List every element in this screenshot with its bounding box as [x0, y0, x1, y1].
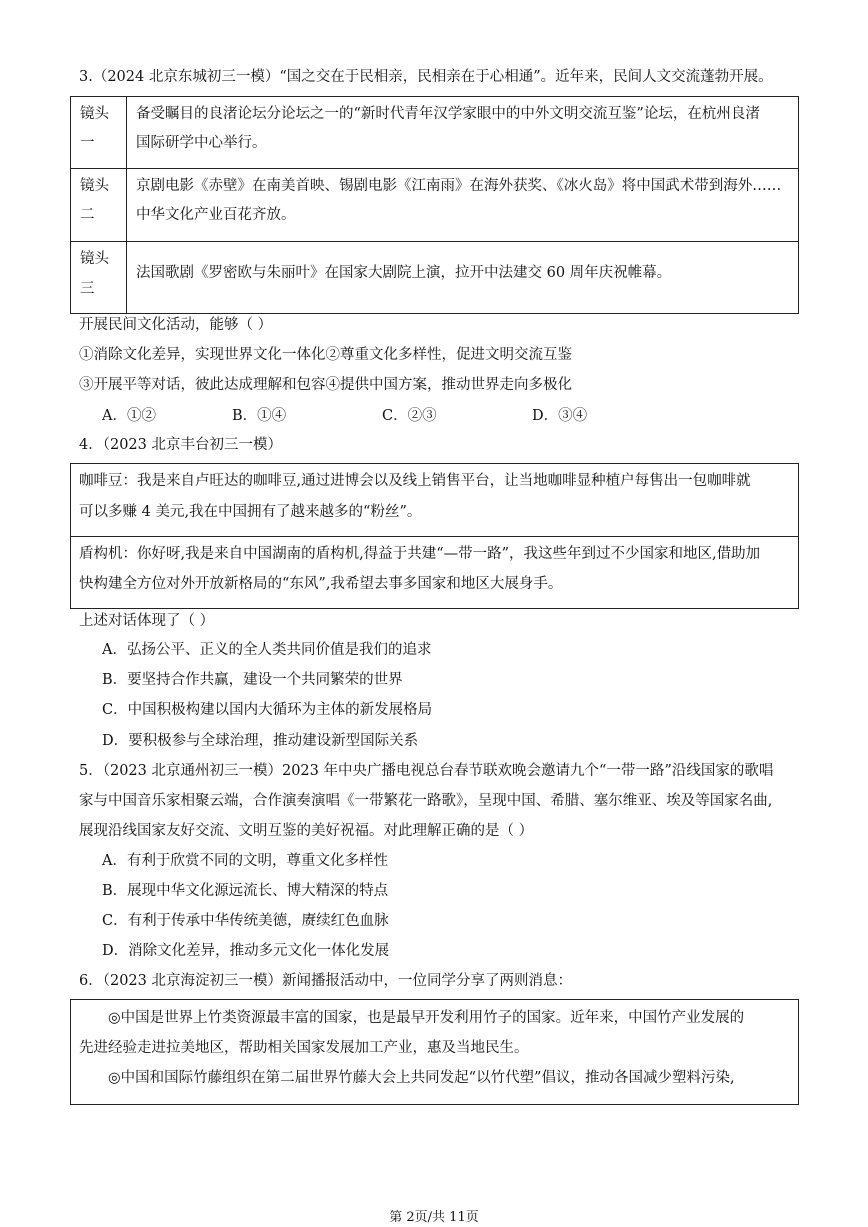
q3-question: 开展民间文化活动，能够（ ） [79, 317, 273, 333]
q3-row3-label: 三 [80, 281, 95, 297]
q4-stem: 4．（2023 北京丰台初三一模） [79, 437, 282, 453]
q3-row1-label: 一 [80, 135, 95, 151]
q3-row2-text: 中华文化产业百花齐放。 [136, 207, 296, 223]
q4-option-d[interactable]: D．要积极参与全球治理，推动建设新型国际关系 [102, 733, 419, 749]
q3-row2-label: 镜头 [80, 178, 109, 194]
q5-stem: 展现沿线国家友好交流、文明互鉴的美好祝福。对此理解正确的是（ ） [79, 823, 534, 839]
q4-question: 上述对话体现了（ ） [79, 613, 215, 629]
q6-news-line: ◎中国和国际竹藤组织在第二届世界竹藤大会上共同发起“以竹代塑”倡议，推动各国减少塑料污染, [108, 1070, 735, 1086]
q3-row3-text: 法国歌剧《罗密欧与朱丽叶》在国家大剧院上演，拉开中法建交 60 周年庆祝帷幕。 [136, 265, 672, 281]
q3-stem: 3.（2024 北京东城初三一模）“国之交在于民相亲，民相亲在于心相通”。近年来，民间人文交流蓬勃开展。 [79, 69, 773, 85]
q5-option-a[interactable]: A．有利于欣赏不同的文明，尊重文化多样性 [102, 853, 388, 869]
q3-row1-text: 备受瞩目的良渚论坛分论坛之一的“新时代青年汉学家眼中的中外文明交流互鉴”论坛，在杭州良渚 [136, 106, 760, 122]
q6-stem: 6．（2023 北京海淀初三一模）新闻播报活动中，一位同学分享了两则消息： [79, 973, 572, 989]
q4-dialogue-line: 快构建全方位对外开放新格局的“东风”,我希望去事多国家和地区大展身手。 [79, 576, 563, 592]
q3-option-c[interactable]: C．②③ [382, 408, 437, 424]
q4-dialogue-line: 可以多赚 4 美元,我在中国拥有了越来越多的“粉丝”。 [79, 504, 422, 520]
q3-row2-text: 京剧电影《赤壁》在南美首映、锡剧电影《江南雨》在海外获奖、《冰火岛》将中国武术带到海外…… [136, 178, 782, 194]
q3-statement: ③开展平等对话，彼此达成理解和包容④提供中国方案，推动世界走向多极化 [79, 377, 572, 393]
q3-row1-text: 国际研学中心举行。 [136, 135, 267, 151]
q3-row3-label: 镜头 [80, 251, 109, 267]
page-number: 第 2页/共 11页 [389, 1210, 479, 1225]
q3-row1-label: 镜头 [80, 106, 109, 122]
q4-option-a[interactable]: A．弘扬公平、正义的全人类共同价值是我们的追求 [102, 642, 432, 658]
q5-option-d[interactable]: D．消除文化差异，推动多元文化一体化发展 [102, 943, 390, 959]
q3-table-divider [126, 96, 127, 314]
q4-dialogue-line: 盾构机：你好呀,我是来自中国湖南的盾构机,得益于共建“—带一路”，我这些年到过不少国家和地区,借助加 [79, 546, 761, 562]
q4-option-b[interactable]: B．要坚持合作共赢，建设一个共同繁荣的世界 [102, 672, 403, 688]
q6-news-line: 先进经验走进拉美地区，帮助相关国家发展加工产业，惠及当地民生。 [79, 1040, 529, 1056]
q4-option-c[interactable]: C．中国积极构建以国内大循环为主体的新发展格局 [102, 702, 433, 718]
q3-option-d[interactable]: D．③④ [532, 408, 588, 424]
q3-row2-label: 二 [80, 207, 95, 223]
q5-stem: 家与中国音乐家相聚云端，合作演奏演唱《一带繁花一路歌》，呈现中国、希腊、塞尔维亚、埃及等国家名曲, [79, 793, 773, 809]
q3-statement: ①消除文化差异，实现世界文化一体化②尊重文化多样性，促进文明交流互鉴 [79, 347, 572, 363]
q5-option-b[interactable]: B．展现中华文化源远流长、博大精深的特点 [102, 883, 389, 899]
q4-dialogue-line: 咖啡豆：我是来自卢旺达的咖啡豆,通过进博会以及线上销售平台，让当地咖啡显种植户每售出一包咖啡就 [79, 473, 751, 489]
q3-option-a[interactable]: A．①② [102, 408, 156, 424]
q3-option-b[interactable]: B．①④ [232, 408, 287, 424]
q6-news-line: ◎中国是世界上竹类资源最丰富的国家，也是最早开发利用竹子的国家。近年来，中国竹产业发展的 [108, 1010, 745, 1026]
q5-stem: 5．（2023 北京通州初三一模）2023 年中央广播电视总台春节联欢晚会邀请九个“一带一路”沿线国家的歌唱 [79, 763, 774, 779]
q5-option-c[interactable]: C．有利于传承中华传统美德，赓续红色血脉 [102, 913, 389, 929]
